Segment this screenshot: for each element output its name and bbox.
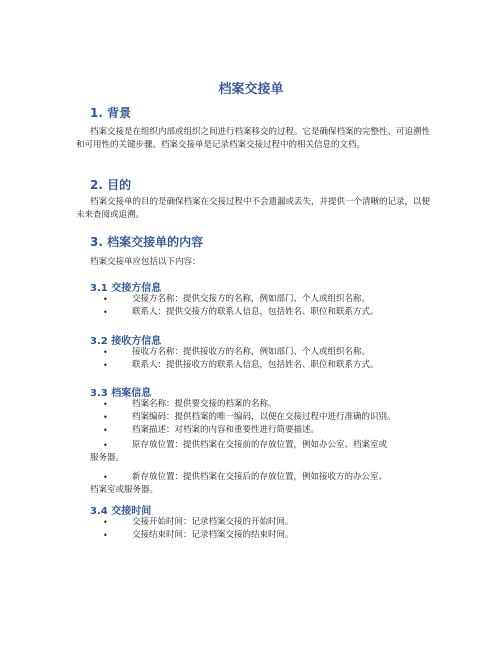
- bullet-icon: •: [103, 308, 108, 317]
- list-item: • 原存放位置：提供档案在交接前的存放位置，例如办公室、档案室或 服务器。: [90, 440, 388, 463]
- handover-time-list: [0, 516, 502, 542]
- subsection-heading-handover-party: 3.1 交接方信息: [90, 283, 162, 294]
- bullet-icon: •: [103, 473, 108, 482]
- subsection-heading-handover-time: 3.4 交接时间: [90, 506, 152, 517]
- bullet-icon: •: [103, 518, 108, 527]
- bullet-icon: •: [103, 531, 108, 540]
- list-item: • 联系人：提供接收方的联系人信息，包括姓名、职位和联系方式。: [103, 360, 379, 370]
- section-heading-content: 3. 档案交接单的内容: [90, 235, 204, 249]
- list-item: • 接收方名称：提供接收方的名称，例如部门、个人或组织名称。: [103, 347, 371, 357]
- list-item: • 交接结束时间：记录档案交接的结束时间。: [103, 530, 294, 540]
- list-item: • 交接开始时间：记录档案交接的开始时间。: [103, 517, 294, 527]
- list-item: • 新存放位置：提供档案在交接后的存放位置，例如接收方的办公室、 档案室或服务器。: [90, 472, 388, 495]
- bullet-icon: •: [103, 348, 108, 357]
- section-text-purpose: 档案交接单的目的是确保档案在交接过程中不会遗漏或丢失，并提供一个清晰的记录，以便未来查阅或追溯。: [76, 197, 431, 220]
- handover-party-list: [0, 293, 502, 319]
- bullet-icon: •: [103, 400, 108, 409]
- bullet-icon: •: [103, 413, 108, 422]
- section-text-content: 档案交接单应包括以下内容：: [90, 257, 201, 267]
- archive-info-list: [0, 398, 502, 497]
- list-item: • 档案名称：提供要交接的档案的名称。: [103, 399, 277, 409]
- document-title: 档案交接单: [218, 82, 284, 97]
- list-item: • 交接方名称：提供交接方的名称，例如部门、个人或组织名称。: [103, 294, 371, 304]
- section-heading-background: 1. 背景: [90, 106, 132, 120]
- bullet-icon: •: [103, 426, 108, 435]
- list-item: • 档案描述：对档案的内容和重要性进行简要描述。: [103, 425, 320, 435]
- section-heading-purpose: 2. 目的: [90, 178, 132, 192]
- list-item: • 联系人：提供交接方的联系人信息，包括姓名、职位和联系方式。: [103, 307, 379, 317]
- subsection-heading-receiver: 3.2 接收方信息: [90, 336, 162, 347]
- bullet-icon: •: [103, 361, 108, 370]
- receiver-list: [0, 346, 502, 372]
- section-text-background: 档案交接是在组织内部或组织之间进行档案移交的过程。它是确保档案的完整性、可追溯性和可用性的关键步骤。档案交接单是记录档案交接过程中的相关信息的文档。: [76, 127, 431, 150]
- list-item: • 档案编码：提供档案的唯一编码，以便在交接过程中进行准确的识别。: [103, 412, 396, 422]
- bullet-icon: •: [103, 441, 108, 450]
- bullet-icon: •: [103, 295, 108, 304]
- subsection-heading-archive-info: 3.3 档案信息: [90, 388, 152, 399]
